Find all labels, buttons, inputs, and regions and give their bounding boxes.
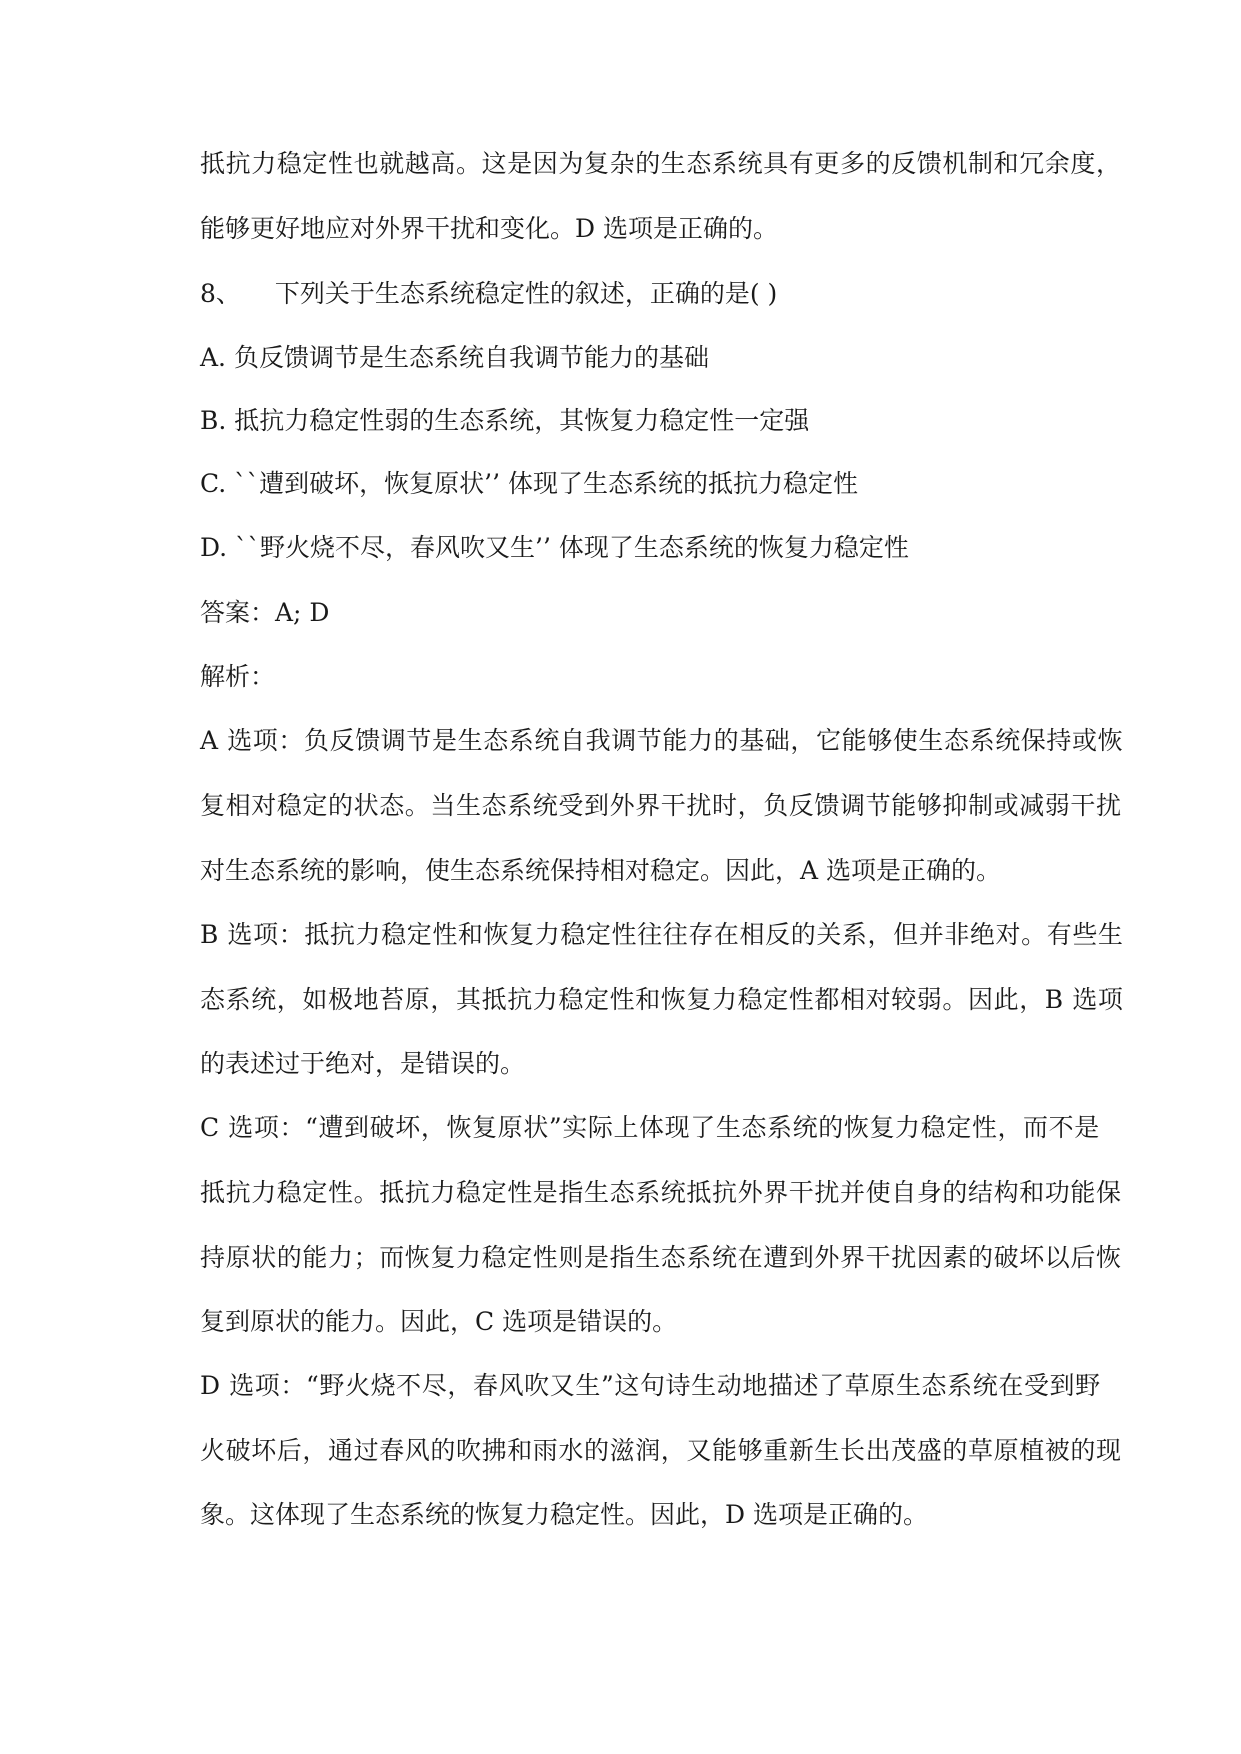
- option-b: B. 抵抗力稳定性弱的生态系统，其恢复力稳定性一定强: [200, 406, 810, 435]
- question-text: 下列关于生态系统稳定性的叙述，正确的是( ): [274, 279, 778, 308]
- analysis-a-line-2: 复相对稳定的状态。当生态系统受到外界干扰时，负反馈调节能够抑制或减弱干扰: [200, 791, 1122, 820]
- answer: 答案：A; D: [200, 598, 330, 627]
- question-stem: [200, 278, 1100, 310]
- continuation-line-2: 能够更好地应对外界干扰和变化。D 选项是正确的。: [200, 214, 778, 243]
- analysis-c-line-2: 抵抗力稳定性。抵抗力稳定性是指生态系统抵抗外界干扰并使自身的结构和功能保: [200, 1178, 1122, 1207]
- analysis-a-line-3: 对生态系统的影响，使生态系统保持相对稳定。因此，A 选项是正确的。: [200, 856, 1002, 885]
- analysis-a-line-1: A 选项：负反馈调节是生态系统自我调节能力的基础，它能够使生态系统保持或恢: [200, 726, 1124, 755]
- analysis-c-line-4: 复到原状的能力。因此，C 选项是错误的。: [200, 1307, 678, 1336]
- analysis-d-line-3: 象。这体现了生态系统的恢复力稳定性。因此，D 选项是正确的。: [200, 1500, 928, 1529]
- analysis-b-line-1: B 选项：抵抗力稳定性和恢复力稳定性往往存在相反的关系，但并非绝对。有些生: [200, 920, 1124, 949]
- continuation-line-1: 抵抗力稳定性也就越高。这是因为复杂的生态系统具有更多的反馈机制和冗余度，: [200, 149, 1122, 178]
- analysis-b-line-2: 态系统，如极地苔原，其抵抗力稳定性和恢复力稳定性都相对较弱。因此，B 选项: [200, 985, 1124, 1014]
- option-d: D. ``野火烧不尽，春风吹又生’’ 体现了生态系统的恢复力稳定性: [200, 533, 909, 562]
- analysis-c-line-1: C 选项：“遭到破坏，恢复原状”实际上体现了生态系统的恢复力稳定性，而不是: [200, 1113, 1100, 1142]
- option-c: C. ``遭到破坏，恢复原状’’ 体现了生态系统的抵抗力稳定性: [200, 469, 858, 498]
- analysis-d-line-2: 火破坏后，通过春风的吹拂和雨水的滋润，又能够重新生长出茂盛的草原植被的现: [200, 1436, 1122, 1465]
- question-number: 8、: [200, 279, 241, 308]
- analysis-label: 解析：: [200, 662, 276, 691]
- option-a: A. 负反馈调节是生态系统自我调节能力的基础: [200, 343, 709, 372]
- analysis-c-line-3: 持原状的能力；而恢复力稳定性则是指生态系统在遭到外界干扰因素的破坏以后恢: [200, 1243, 1122, 1272]
- analysis-b-line-3: 的表述过于绝对，是错误的。: [200, 1049, 526, 1078]
- analysis-d-line-1: D 选项：“野火烧不尽，春风吹又生”这句诗生动地描述了草原生态系统在受到野: [200, 1371, 1101, 1400]
